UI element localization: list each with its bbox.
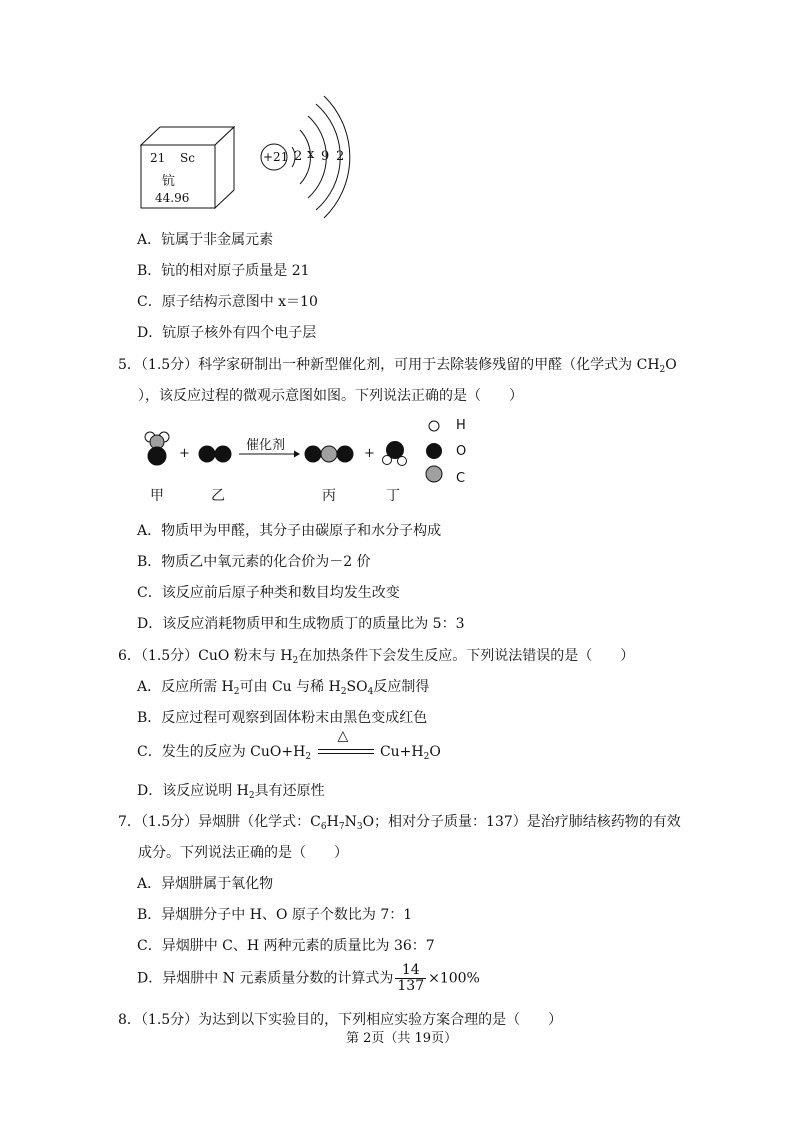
legend-o-circle [426, 443, 442, 459]
heat-condition-equals [318, 728, 374, 757]
molecule-ding [383, 441, 407, 466]
q6-option-a: A．反应所需 $H_2$可由 Cu 与稀 $H_2SO_4$反应制得 [137, 679, 430, 697]
element-name: 钪 [162, 174, 176, 189]
label-jia: 甲 [150, 488, 164, 504]
delta-symbol: △ [337, 728, 349, 744]
q6-option-c: C．发生的反应为 $CuO+H_2$ △ $Cu+H_2O$ [137, 728, 441, 762]
catalyst-label: 催化剂 [246, 438, 286, 453]
mass-fraction: $\frac{14}{137}$ [397, 962, 425, 994]
q5-stem-line1: 5．（1.5分）科学家研制出一种新型催化剂，可用于去除装修残留的甲醛（化学式为 $CH_2O$ [118, 357, 677, 375]
q6-option-b: B．反应过程可观察到固体粉末由黑色变成红色 [137, 710, 428, 726]
legend-h-label: H [456, 418, 466, 433]
q7-option-b: B．异烟肼分子中 H、O 原子个数比为 7：1 [137, 907, 413, 923]
q7-option-a: A．异烟肼属于氧化物 [137, 876, 274, 892]
q5-option-d: D．该反应消耗物质甲和生成物质丁的质量比为 5：3 [137, 616, 465, 632]
q5-option-c: C．该反应前后原子种类和数目均发生改变 [137, 585, 400, 601]
shell-3-count: 9 [321, 149, 330, 164]
plus-sign-2: + [364, 446, 375, 461]
page-footer: 第 2页（共 19页） [346, 1031, 458, 1046]
label-yi: 乙 [211, 488, 225, 504]
molecule-jia [145, 432, 169, 465]
label-bing: 丙 [322, 488, 336, 504]
q7-stem-line1: 7．（1.5分）异烟肼（化学式：$C_6H_7N_3O$；相对分子质量：137）是治疗肺结核药物的有效 [118, 814, 681, 832]
q4-option-b: B．钪的相对原子质量是 21 [137, 263, 310, 279]
nucleus-charge: +21 [263, 150, 289, 164]
shell-1-count: 2 [294, 149, 303, 164]
atomic-number: 21 [150, 151, 166, 165]
legend-h-circle [429, 421, 439, 431]
legend-o-label: O [456, 444, 467, 459]
legend-c-circle [426, 466, 442, 482]
q7-option-c: C．异烟肼中 C、H 两种元素的质量比为 36：7 [137, 938, 435, 954]
q6-option-d: D．该反应说明 $H_2$具有还原性 [137, 783, 325, 801]
atomic-mass: 44.96 [155, 191, 190, 205]
legend-c-label: C [456, 471, 466, 486]
q8-stem: 8．（1.5分）为达到以下实验目的，下列相应实验方案合理的是（ ） [118, 1012, 563, 1028]
plus-sign-1: + [179, 446, 190, 461]
q4-option-d: D．钪原子核外有四个电子层 [137, 325, 317, 341]
shell-4-count: 2 [336, 149, 345, 164]
element-symbol: Sc [180, 151, 195, 165]
q6-stem: 6．（1.5分）CuO 粉末与 $H_2$在加热条件下会发生反应。下列说法错误的是（ ） [118, 648, 635, 666]
label-ding: 丁 [386, 488, 400, 504]
q5-option-a: A．物质甲为甲醛，其分子由碳原子和水分子构成 [137, 523, 442, 539]
q7-stem-line2: 成分。下列说法正确的是（ ） [138, 845, 348, 861]
q7-option-d: D．异烟肼中 N 元素质量分数的计算式为 $\frac{14}{137}$ ×100% [137, 962, 480, 994]
q5-stem-line2: ），该反应过程的微观示意图如图。下列说法正确的是（ ） [138, 388, 523, 404]
q5-option-b: B．物质乙中氧元素的化合价为－2 价 [137, 554, 371, 570]
molecule-bing [305, 446, 354, 463]
shell-2-count: x [307, 147, 315, 162]
q4-option-c: C．原子结构示意图中 x＝10 [137, 294, 318, 310]
molecule-yi [199, 446, 232, 463]
q4-option-a: A．钪属于非金属元素 [137, 232, 274, 248]
